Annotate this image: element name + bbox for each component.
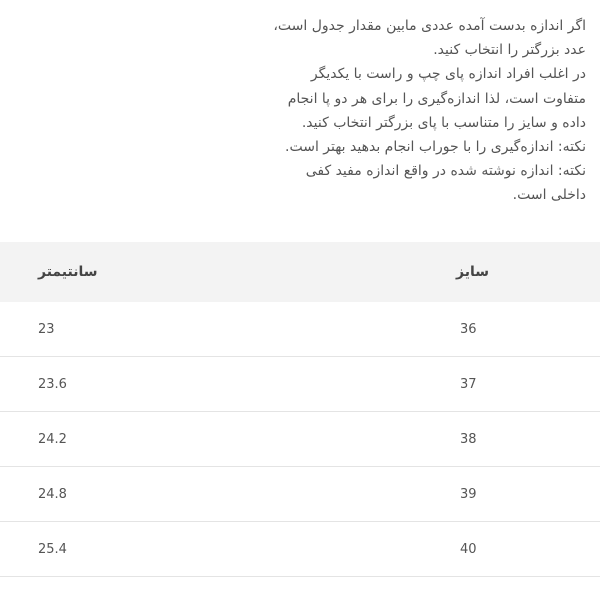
table-row [0, 467, 600, 522]
header-centimeter: سانتیمتر [0, 242, 330, 302]
size-table [0, 242, 600, 577]
note-line: عدد بزرگتر را انتخاب کنید. [433, 42, 586, 59]
cell-size: 40 [330, 522, 600, 577]
table-row [0, 522, 600, 577]
cell-size: 37 [330, 357, 600, 412]
table-row [0, 357, 600, 412]
cell-centimeter: 23.6 [0, 357, 330, 412]
cell-centimeter: 24.8 [0, 467, 330, 522]
note-line: نکته: اندازه‌گیری را با جوراب انجام بدهید بهتر است. [285, 139, 586, 156]
note-line: داده و سایز را متناسب با پای بزرگتر انتخاب کنید. [301, 114, 586, 131]
cell-size: 38 [330, 412, 600, 467]
note-line: در اغلب افراد اندازه پای چپ و راست با یکدیگر [310, 66, 586, 83]
cell-size: 36 [330, 302, 600, 357]
cell-centimeter: 23 [0, 302, 330, 357]
note-line: اگر اندازه بدست آمده عددی مابین مقدار جدول است، [273, 18, 586, 34]
table-header-row [0, 242, 600, 302]
note-line: متفاوت است، لذا اندازه‌گیری را برای هر دو پا انجام [287, 90, 586, 107]
note-line: نکته: اندازه نوشته شده در واقع اندازه مفید کفی [305, 163, 586, 180]
cell-centimeter: 24.2 [0, 412, 330, 467]
table-row [0, 302, 600, 357]
table-row [0, 412, 600, 467]
header-size: سایز [330, 242, 600, 302]
cell-centimeter: 25.4 [0, 522, 330, 577]
note-line: داخلی است. [512, 187, 586, 204]
size-guide-notes [256, 14, 586, 208]
cell-size: 39 [330, 467, 600, 522]
